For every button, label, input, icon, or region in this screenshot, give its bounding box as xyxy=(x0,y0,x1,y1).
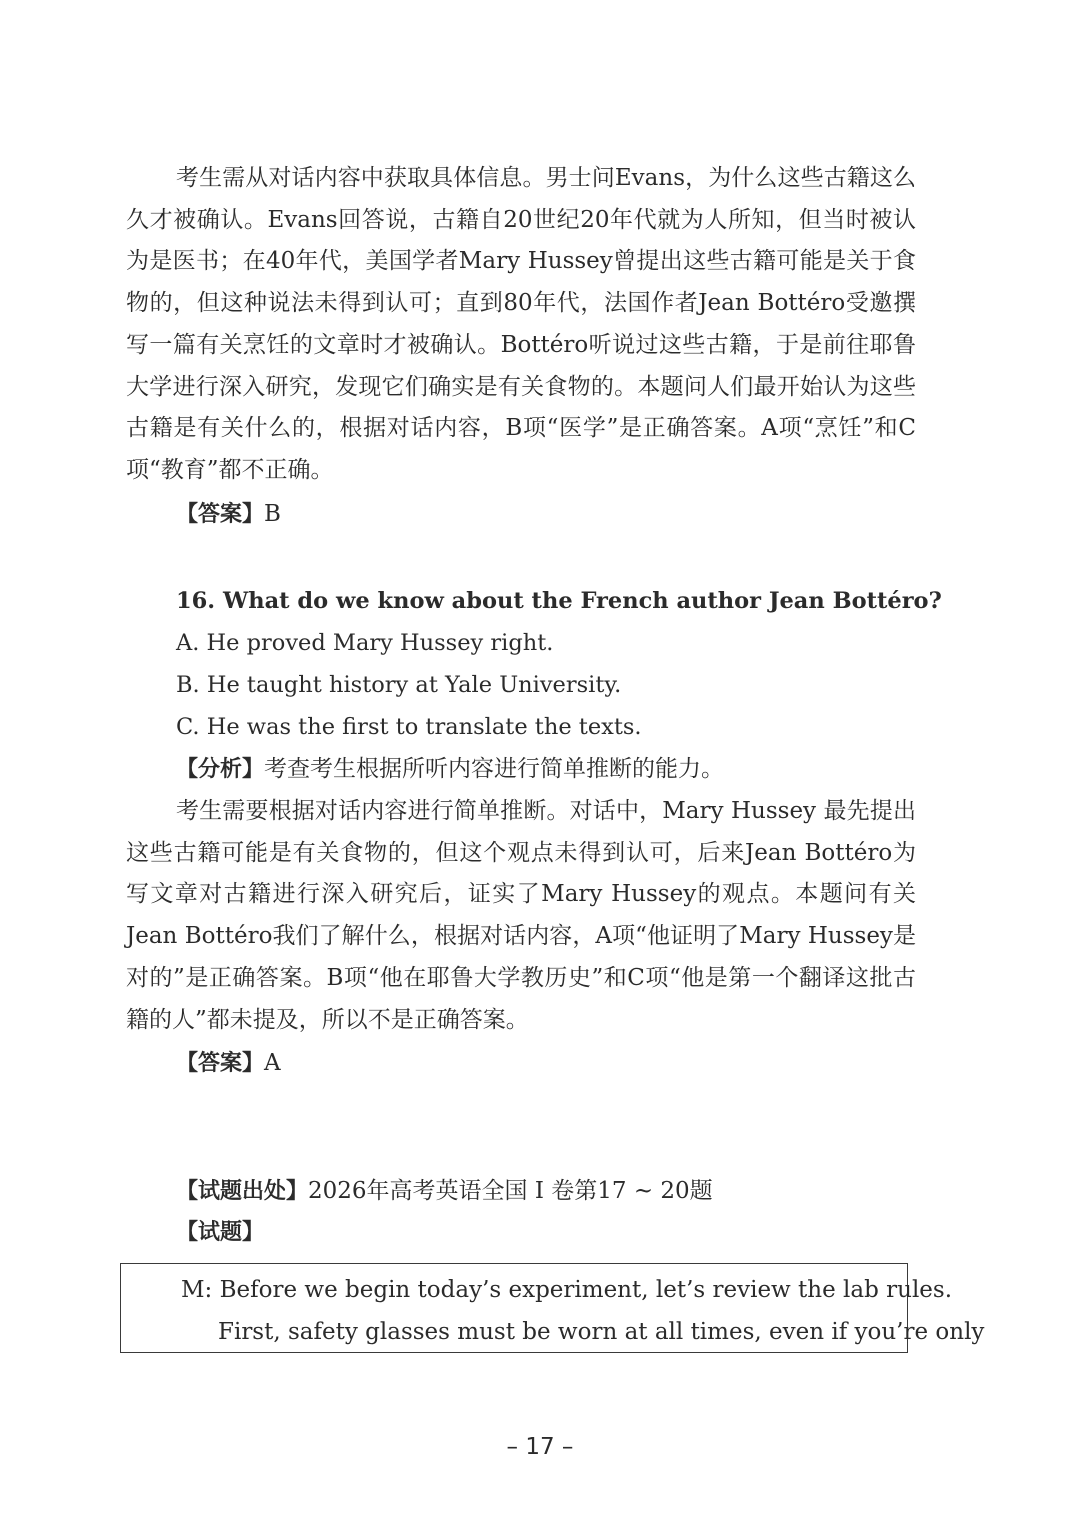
item-line xyxy=(176,1215,264,1250)
answer-16 xyxy=(176,1046,281,1081)
answer-15 xyxy=(176,497,281,532)
source-label: 【试题出处】 xyxy=(176,1179,309,1204)
item-label: 【试题】 xyxy=(176,1220,265,1245)
answer-label: 【答案】 xyxy=(176,502,265,527)
explanation-16-body: 考生需要根据对话内容进行简单推断。对话中，Mary Hussey 最先提出这些古籍可能是有关食物的，但这个观点未得到认可，后来Jean Bottéro为写文章对古籍进行深入研究后，证实了Mary Hussey的观点。本题问有关Jean Bottéro我们了解什么，根据对话内容，A项“他证明了Mary Hussey是对的”是正确答案。B项“他在耶鲁大学教历史”和C项“他是第一个翻译这批古籍的人”都未提及，所以不是正确答案。 xyxy=(126,798,916,1033)
analysis-16 xyxy=(176,752,724,787)
answer-value: A xyxy=(264,1050,281,1076)
page-number: – 17 – xyxy=(506,1434,574,1460)
explanation-15-body: 考生需从对话内容中获取具体信息。男士问Evans，为什么这些古籍这么久才被确认。Evans回答说，古籍自20世纪20年代就为人所知，但当时被认为是医书；在40年代，美国学者Mary Hussey曾提出这些古籍可能是关于食物的，但这种说法未得到认可；直到80年代，法国作者Jean Bottéro受邀撰写一篇有关烹饪的文章时才被确认。Bottéro听说过这些古籍，于是前往耶鲁大学进行深入研究，发现它们确实是有关食物的。本题问人们最开始认为这些古籍是有关什么的，根据对话内容，B项“医学”是正确答案。A项“烹饪”和C项“教育”都不正确。 xyxy=(126,165,916,483)
script-line-2: First, safety glasses must be worn at all times, even if you’re only xyxy=(218,1319,985,1345)
option-b: B. He taught history at Yale University. xyxy=(176,672,622,698)
analysis-text: 考查考生根据所听内容进行简单推断的能力。 xyxy=(264,756,725,782)
answer-value: B xyxy=(264,501,281,527)
source-line xyxy=(176,1174,713,1209)
question-16-stem: 16. What do we know about the French author Jean Bottéro? xyxy=(176,588,942,614)
analysis-label: 【分析】 xyxy=(176,757,265,782)
listening-script-box xyxy=(120,1263,985,1353)
source-text: 2026年高考英语全国 I 卷第17 ~ 20题 xyxy=(308,1178,713,1204)
option-c: C. He was the first to translate the texts. xyxy=(176,714,642,740)
answer-label: 【答案】 xyxy=(176,1051,265,1076)
script-line-1: M: Before we begin today’s experiment, let’s review the lab rules. xyxy=(181,1277,953,1303)
option-a: A. He proved Mary Hussey right. xyxy=(176,630,554,656)
